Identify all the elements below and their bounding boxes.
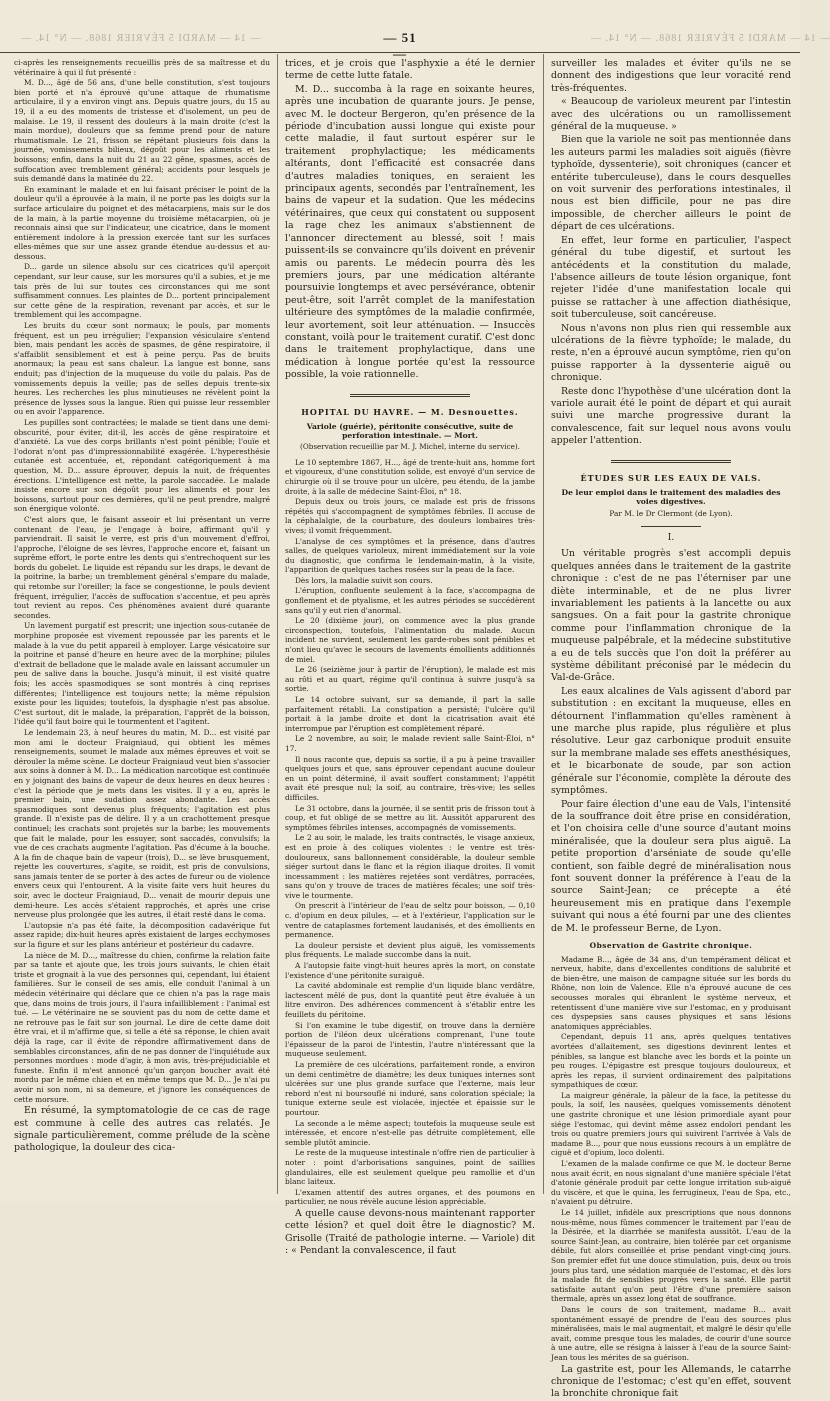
- paragraph: D... garde un silence absolu sur ces cicatrices qu'il aperçoit cependant, sur leur cause, sur les morsures qu'il a subies, et je me tais près de lui sur toutes ces circonstances qui me sont suffisamment connues. Les plaintes de D... portent principalement sur cette gêne de la respiration, revenant par accès, et sur le tremblement qui les accompagne.: [14, 262, 270, 320]
- paragraph: Le 10 septembre 1867, H..., âgé de trente-huit ans, homme fort et vigoureux, d'une constitution solide, est envoyé d'un service de chirurgie où il se trouve pour un ulcère, peu étendu, de la jambe droite, à la salle de médecine Saint-Éloi, n° 18.: [285, 457, 535, 496]
- author-byline: Par M. le Dr Clermont (de Lyon).: [609, 509, 733, 519]
- paragraph: La gastrite est, pour les Allemands, le catarrhe chronique de l'estomac; c'est qu'en effet, souvent la bronchite chronique fait: [551, 1363, 791, 1400]
- column-middle: [285, 58, 535, 1257]
- paragraph: L'examen de la malade confirme ce que M. le docteur Berne nous avait écrit, en nous signalant d'une manière spéciale l'état d'atonie générale produit par cette longue irritation sub-aiguë du viscère, et que le quina, les ferrugineux, l'eau de Spa, etc., n'avaient pu détruire.: [551, 1159, 791, 1207]
- paragraph: Un lavement purgatif est prescrit; une injection sous-cutanée de morphine proposée est vivement repoussée par les parents et le malade à la vue du petit appareil à employer. Large vésicatoire sur la poitrine et pansé d'heure en heure avec de la morphine; pilules d'extrait de belladone que le malade avale en laissant accumuler un peu de salive dans la bouche. Jusqu'à minuit, il est visité quatre fois; les accès spasmodiques se sont montrés à cinq reprises différentes; l'intelligence est toujours nette; la même répulsion existe pour les liquides; toutefois, la dysphagie n'est pas absolue. C'est surtout, dit le malade, la préparation, l'apprêt de la boisson, l'idée qu'il faut boire qui le tourmentent et l'agitent.: [14, 621, 270, 727]
- paragraph: Il nous raconte que, depuis sa sortie, il a pu à peine travailler quelques jours et que, sans éprouver cependant aucune douleur en un point déterminé, il avait souffert constamment; l'appétit avait été presque nul; la soif, au contraire, très-vive; les selles difficiles.: [285, 754, 535, 802]
- paragraph: Les bruits du cœur sont normaux; le pouls, par moments fréquent, est un peu irrégulier; l'expansion vésiculaire s'entend bien, mais pendant les accès de spasmes, de gêne respiratoire, il s'affaiblit sensiblement et est à peine perçu. Pas de bruits anormaux; la peau est sans chaleur. La langue est bonne, sans enduit; pas d'injection de la muqueuse du voile du palais. Pas de vomissements depuis la veille; pas de selles depuis trente-six heures. Les recherches les plus minutieuses ne révèlent point la présence de lysses sous la langue. Rien qui puisse leur ressembler ou en avoir l'apparence.: [14, 321, 270, 417]
- paragraph: Dès lors, la maladie suivit son cours.: [295, 575, 433, 585]
- paragraph: ci-après les renseignements recueillis près de sa maîtresse et du vétérinaire à qui il fut présenté :: [14, 58, 270, 77]
- section-title-eaux-de-vals: ÉTUDES SUR LES EAUX DE VALS.: [580, 472, 762, 483]
- paragraph: Les eaux alcalines de Vals agissent d'abord par substitution : en excitant la muqueuse, elles en détournent l'inflammation qu'elles ramènent à une marche plus rapide, plus régulière et plus résolutive. Leur gaz carbonique produit ensuite sur la membrane malade ses effets anesthésiques, et le bicarbonate de soude, par son action générale sur l'économie, complète la déroute des symptômes.: [551, 685, 791, 797]
- page-header: [0, 0, 830, 61]
- paragraph: A l'autopsie faite vingt-huit heures après la mort, on constate l'existence d'une péritonite suraiguë.: [285, 961, 535, 980]
- column-rule-2: [543, 54, 544, 1194]
- paragraph: En effet, leur forme en particulier, l'aspect général du tube digestif, et surtout les antécédents et la constitution du malade, l'absence ailleurs de toute lésion organique, font rejeter l'idée d'une manifestation locale qui puisse se rattacher à une affection diathésique, soit tuberculeuse, soit cancéreuse.: [551, 234, 791, 321]
- paragraph: Bien que la variole ne soit pas mentionnée dans les auteurs parmi les maladies soit aiguës (fièvre typhoïde, dyssenterie), soit chroniques (cancer et entérite tuberculeuse), dans le cours desquelles on voit survenir des perforations intestinales, il nous est bien difficile, pour ne pas dire impossible, de chercher ailleurs le point de départ de ces ulcérations.: [551, 134, 791, 233]
- page-number: — 51 —: [383, 30, 417, 61]
- paragraph: trices, et je crois que l'asphyxie a été le dernier terme de cette lutte fatale.: [285, 58, 535, 82]
- paragraph: Les pupilles sont contractées; le malade se tient dans une demi-obscurité, pour éviter, dit-il, les accès de gêne respiratoire et d'anxiété. La vue des corps brillants n'est point pénible; l'ouïe et l'odorat n'ont pas d'impressionnabilité exagérée. L'hyperesthésie cutanée est accentuée, et, répondant catégoriquement à ma question, M. D... assure éprouver, depuis la nuit, de fréquentes érections. L'intelligence est nette, la parole saccadée. Le malade insiste encore sur son dégoût pour les aliments et pour les boissons, surtout pour ces dernières, qu'il ne peut prendre, malgré son énergique volonté.: [14, 417, 270, 514]
- section-divider: [350, 392, 470, 398]
- paragraph: On prescrit à l'intérieur de l'eau de seltz pour boisson, — 0,10 c. d'opium en deux pilules, — et à l'extérieur, l'application sur le ventre de cataplasmes fortement laudanisés, et des émollients en permanence.: [285, 901, 535, 940]
- section-title-hopital-du-havre: HOPITAL DU HAVRE. — M. Desnouettes.: [301, 406, 519, 417]
- column-right: [551, 58, 791, 1400]
- paragraph: Nous n'avons non plus rien qui ressemble aux ulcérations de la fièvre typhoïde; le malade, du reste, n'en a éprouvé aucun symptôme, rien qu'on puisse rapporter à la dyssenterie aiguë ou chronique.: [551, 322, 791, 384]
- paragraph: L'autopsie n'a pas été faite, la décomposition cadavérique fut assez rapide; dix-huit heures après existaient de larges ecchymoses sur la figure et sur les plans antérieur et postérieur du cadavre.: [14, 920, 270, 950]
- paragraph: Un véritable progrès s'est accompli depuis quelques années dans le traitement de la gastrite chronique : c'est de ne pas l'éterniser par une diète interminable, et de ne plus livrer invariablement les patients à la lancette ou aux sangsues. On a fait pour la gastrite chronique comme pour l'inflammation chronique de la muqueuse palpébrale, et la médecine substitutive a eu de tels succès que l'on doit la préférer au système débilitant préconisé par le médecin du Val-de-Grâce.: [551, 548, 791, 684]
- paragraph: A quelle cause devons-nous maintenant rapporter cette lésion? et quel doit être le diagnostic? M. Grisolle (Traité de pathologie interne. — Variole) dit : « Pendant la convalescence, il faut: [285, 1207, 535, 1257]
- observation-heading: Observation de Gastrite chronique.: [589, 940, 753, 950]
- paragraph: Le 20 (dixième jour), on commence avec la plus grande circonspection, toutefois, l'alimentation du malade. Aucun incident ne survient, seulement les garde-robes sont pénibles et n'ont lieu qu'avec le secours de lavements émollients additionnés de miel.: [285, 616, 535, 664]
- paragraph: M. D..., âgé de 56 ans, d'une belle constitution, s'est toujours bien porté et n'a éprouvé qu'une attaque de rhumatisme articulaire, il y a environ vingt ans. Depuis quatre jours, du 15 au 19, il a eu des moments de tristesse et d'isolement, un peu de malaise. Le 19, il ressent des douleurs à la main droite (c'est la main mordue), douleurs que sa femme prend pour de nature rhumatismale. Le 21, frisson se répétant plusieurs fois dans la journée, vomissements bilieux, dégoût pour les aliments et les boissons; enfin, dans la nuit du 21 au 22 gêne, spasmes, accès de suffocation avec tremblement général; accidents pour lesquels je suis demandé dans la matinée du 22.: [14, 78, 270, 184]
- part-number: I.: [667, 532, 675, 543]
- paragraph-summary: En résumé, la symptomatologie de ce cas de rage est commune à celle des autres cas relatés. Je signale particulièrement, comme prélude de la scène pathologique, la douleur des cica-: [14, 1105, 270, 1154]
- paragraph: Le 2 novembre, au soir, le malade revient salle Saint-Éloi, n° 17.: [285, 734, 535, 753]
- paragraph: Cependant, depuis 11 ans, après quelques tentatives avortées d'allaitement, ses digestions devinrent lentes et pénibles, sa langue est blanche avec les bords et la pointe un peu rouges. L'épigastre est presque toujours douloureux, et après les repas, il survient ordinairement des palpitations sympathiques de cœur.: [551, 1032, 791, 1090]
- bleed-through-text-left: — 14 — MARDI 5 FÉVRIER 1868. — N° 14. —: [20, 33, 261, 44]
- paragraph: M. D... succomba à la rage en soixante heures, après une incubation de quarante jours. Je pense, avec M. le docteur Bergeron, qu'en présence de la période d'incubation aussi longue qui existe pour cette maladie, il faut surtout espérer sur le traitement prophylactique; les médicaments altérants, dont l'efficacité est consacrée dans d'autres maladies toniques, en seraient les principaux agents, secondés par l'entraînement, les bains de vapeur et la sudation. Que les médecins vétérinaires, que ceux qui constatent ou supposent la rage chez les animaux s'abstiennent de l'annoncer directement au blessé, soit ! mais puissent-ils se convaincre qu'ils doivent en prévenir amis ou parents. Le médecin pourra dès les premiers jours, par une médication altérante poursuivie longtemps et avec persévérance, obtenir peut-être, soit l'arrêt complet de la manifestation ultérieure des symptômes de la maladie confirmée, leur avortement, soit leur atténuation. — Insuccès constant, voilà pour le traitement curatif. C'est donc dans le traitement prophylactique, dans une médication à longue portée qu'est la ressource possible, la voie rationnelle.: [285, 83, 535, 381]
- section-divider: [611, 458, 731, 464]
- paragraph: Madame B..., âgée de 34 ans, d'un tempérament délicat et nerveux, habite, dans d'excellentes conditions de salubrité et de bien-être, une maison de campagne située sur les bords du Rhône, non loin de Valence. Elle n'a éprouvé aucune de ces secousses morales qui ébranlent le système nerveux, et retentissent d'une manière vive sur l'estomac, en y produisant ces dyspepsies sans causes physiques et sans lésions anatomiques appréciables.: [551, 954, 791, 1031]
- paragraph: La cavité abdominale est remplie d'un liquide blanc verdâtre, lactescent mêlé de pus, dont la quantité peut être évaluée à un litre environ. Des adhérences commencent à s'établir entre les feuillets du péritoine.: [285, 981, 535, 1019]
- section-note: (Observation recueillie par M. J. Michel, interne du service).: [300, 442, 520, 452]
- paragraph: Le reste de la muqueuse intestinale n'offre rien de particulier à noter : point d'arborisations sanguines, point de saillies glandulaires, elle est seulement quelque peu ramollie et d'un blanc laiteux.: [285, 1148, 535, 1187]
- paragraph: Le 14 juillet, infidèle aux prescriptions que nous donnons nous-même, nous fûmes commencer le traitement par l'eau de la Désirée, et la diarrhée se manifesta aussitôt. L'eau de la source Saint-Jean, au contraire, bien tolérée par cet organisme débile, fut alors conseillée et prise pendant vingt-cinq jours. Son premier effet fut une douce stimulation, puis, deux ou trois jours plus tard, une sédation marquée de l'estomac, et dès lors la malade fit de sensibles progrès vers la santé. Elle partit satisfaite autant qu'on peut l'être d'une première saison thermale, après un assez long état de souffrance.: [551, 1208, 791, 1304]
- paragraph: En examinant le malade et en lui faisant préciser le point de la douleur qu'il a éprouvée à la main, il ne porte pas les doigts sur la surface articulaire du poignet et des métacarpiens, mais sur le dos de la main, à la partie moyenne du troisième métacarpien, où je reconnais ainsi que sur l'indicateur, une cicatrice, dans le moment entièrement indolore à la pression exercée tant sur les surfaces elles-mêmes que sur une assez grande étendue au-dessus et au-dessous.: [14, 184, 270, 261]
- paragraph: Reste donc l'hypothèse d'une ulcération dont la variole aurait été le point de départ et qui aurait suivi une marche progressive durant la convalescence, fait sur lequel nous avons voulu appeler l'attention.: [551, 385, 791, 447]
- paragraph: Le 2 au soir, le malade, les traits contractés, le visage anxieux, est en proie à des coliques violentes : le ventre est très-douloureux, sans ballonnement considérable, la douleur semble siéger surtout dans le flanc et la région iliaque droites. Il vomit incessamment : les matières rejetées sont verdâtres, porracées, sans qu'on y trouve de traces de matières fécales; une soif très-vive le tourmente.: [285, 833, 535, 900]
- paragraph: L'examen attentif des autres organes, et des poumons en particulier, ne nous révèle aucune lésion appréciable.: [285, 1187, 535, 1207]
- paragraph: L'analyse de ces symptômes et la présence, dans d'autres salles, de quelques varioleux, mirent immédiatement sur la voie du diagnostic, que confirma le lendemain-matin, à la visite, l'apparition de quelques taches rosées sur la peau de la face.: [285, 536, 535, 575]
- short-rule: [641, 526, 701, 527]
- section-subtitle: De leur emploi dans le traitement des maladies des voies digestives.: [561, 488, 781, 507]
- paragraph: L'éruption, confluente seulement à la face, s'accompagna de gonflement et de ptyalisme, et les autres périodes se succédèrent sans qu'il y eut rien d'anormal.: [285, 586, 535, 615]
- paragraph: Le 14 octobre suivant, sur sa demande, il part la salle parfaitement rétabli. La constipation a persisté; l'ulcère qu'il portait à la jambe droite et dont la cicatrisation avait été interrompue par l'éruption est complètement réparé.: [285, 695, 535, 733]
- bleed-through-text-right: — 14 — MARDI 5 FÉVRIER 1868. — N° 14. —: [590, 33, 830, 44]
- paragraph: surveiller les malades et éviter qu'ils ne se donnent des indigestions que leur voracité rend très-fréquentes.: [551, 58, 791, 94]
- paragraph: La maigreur générale, la pâleur de la face, la petitesse du pouls, la soif, les nausées, quelques vomissements dénotent une gastrite chronique et une lésion primordiale ayant pour siége l'estomac, qui devint même assez endolori pendant les trois ou quatre premiers jours qui suivirent l'arrivée à Vals de madame B..., pour que nous eussions recours à un emplâtre de ciguë et d'opium, loco dolenti.: [551, 1090, 791, 1158]
- paragraph: Le lendemain 23, à neuf heures du matin, M. D... est visité par mon ami le docteur Fraigniaud, qui obtient les mêmes renseignements, soumet le malade aux mêmes épreuves et voit se dérouler la même scène. Le docteur Fraigniaud veut bien s'associer aux soins à donner à M. D... La médication narcotique est continuée en y joignant des bains de vapeur de deux heures en deux heures : c'est la période que je mets dans les visites. Il y a eu, après le premier bain, une sudation assez abondante. Les accès spasmodiques sont devenus plus fréquents; l'agitation est plus grande. Il n'existe pas de délire. Il y a un crachottement presque continuel; les crachats sont projetés sur la barbe; les mouvements que fait le malade, pour les essuyer, sont saccadés, convulsifs; la vue de ces crachats augmente l'agitation. Pas d'écume à la bouche. A la fin de chaque bain de vapeur (trois), D... se lève brusquement, rejette les couvertures, s'agite, se roidit, est pris de convulsions, sans jamais tenter de se porter à des actes de fureur ou de violence envers ceux qui l'entourent. A la visite faite vers huit heures du soir, avec le docteur Fraigniaud, D... venait de mourir depuis une demi-heure. Les accès s'étaient rapprochés, et après une crise nerveuse plus prolongée que les autres, il était resté dans le coma.: [14, 727, 270, 920]
- paragraph: Pour faire élection d'une eau de Vals, l'intensité de la souffrance doit être prise en considération, et l'on choisira celle d'une source d'autant moins minéralisée, que la douleur sera plus aiguë. La petite proportion d'arséniate de soude qu'elle contient, son faible degré de minéralisation nous font souvent donner la préférence à l'eau de la source Saint-Jean; ce précepte a été heureusement mis en pratique dans l'exemple suivant qui nous a été fourni par une des clientes de M. le professeur Berne, de Lyon.: [551, 798, 791, 934]
- section-subtitle: Variole (guérie), péritonite consécutive, suite de perforation intestinale. — Mort.: [306, 422, 514, 441]
- paragraph: La nièce de M. D..., maîtresse du chien, confirme la relation faite par sa tante et ajoute que, les trois jours suivants, le chien était triste et grognait à la vue des personnes qui, cependant, lui étaient familières. Sur le conseil de ses amis, elle conduit l'animal à un médecin vétérinaire qui déclare que ce chien n'a pas la rage mais que, dans moins de trois jours, il l'aura infailliblement : l'animal est tué. — Le vétérinaire ne se souvient pas du nom de cette dame et ne retrouve pas le fait sur son journal. Le dire de cette dame doit être vrai, et il m'affirme que, si telle a été sa réponse, le chien avait déjà la rage, car il évite de répondre affirmativement dans de semblables circonstances, afin de ne pas donner de l'inquiétude aux personnes mordues : mode d'agir, à mon avis, très-préjudiciable et funeste. Enfin il m'est annoncé qu'un garçon boucher avait été mordu par le même chien et en même temps que M. D... Je n'ai pu avoir ni son nom, ni sa demeure, et j'ignore les conséquences de cette morsure.: [14, 950, 270, 1104]
- paragraph: Dans le cours de son traitement, madame B... avait spontanément essayé de prendre de l'eau des sources plus minéralisées, mais le mal augmentait, et malgré le désir qu'elle avait, comme presque tous les malades, de courir d'une source à une autre, elle se résigna à laisser à l'eau de la source Saint-Jean tous les mérites de sa guérison.: [551, 1304, 791, 1362]
- paragraph: Le 31 octobre, dans la journée, il se sentit pris de frisson tout à coup, et fut obligé de se mettre au lit. Aussitôt apparurent des symptômes fébriles intenses, accompagnés de vomissements.: [285, 803, 535, 832]
- column-rule-1: [277, 54, 278, 1194]
- paragraph: « Beaucoup de varioleux meurent par l'intestin avec des ulcérations ou un ramollissement général de la muqueuse. »: [551, 96, 791, 133]
- paragraph: Le 26 (seizième jour à partir de l'éruption), le malade est mis au rôti et au quart, régime qu'il continua à suivre jusqu'à sa sortie.: [285, 665, 535, 694]
- paragraph: La première de ces ulcérations, parfaitement ronde, a environ un demi centimètre de diamètre; les deux tuniques internes sont ulcérées sur une plus grande surface que l'externe, mais leur rebord n'est ni boursouflé ni induré, sans coloration spéciale; la tunique externe seule est violacée, injectée et épaissie sur le pourtour.: [285, 1059, 535, 1117]
- paragraph: C'est alors que, le faisant asseoir et lui présentant un verre contenant de l'eau, je l'engage à boire, affirmant qu'il y parviendrait. Il saisit le verre, est pris d'un mouvement d'effroi, l'approche, l'éloigne de ses lèvres, l'approche encore et, faisant un suprême effort, le porte entre les dents qui s'entrechoquent sur les bords du gobelet. Le liquide est répandu sur les draps, le devant de la poitrine, la barbe; un tremblement général s'empare du malade, qui retombe sur l'oreiller; la face se congestionne, le pouls devient fréquent, irrégulier, l'accès de suffocation s'accentue, et peu après tout revient au repos. Ces phénomènes avaient duré quarante secondes.: [14, 514, 270, 620]
- paragraph: Si l'on examine le tube digestif, on trouve dans la dernière portion de l'iléon deux ulcérations comprenant, l'une toute l'épaisseur de la paroi de l'intestin, l'autre n'intéressant que la muqueuse seulement.: [285, 1020, 535, 1059]
- paragraph: Depuis deux ou trois jours, ce malade est pris de frissons répétés qui s'accompagnent de symptômes fébriles. Il accuse de la céphalalgie, de la courbature, des douleurs lombaires très-vives; il vomit fréquemment.: [285, 497, 535, 535]
- column-left: [14, 58, 270, 1194]
- paragraph: La seconde a le même aspect; toutefois la muqueuse seule est intéressée, et encore n'est-elle pas détruite complètement, elle semble plutôt amincie.: [285, 1118, 535, 1147]
- paragraph: La douleur persiste et devient plus aiguë, les vomissements plus fréquents. Le malade succombe dans la nuit.: [285, 940, 535, 960]
